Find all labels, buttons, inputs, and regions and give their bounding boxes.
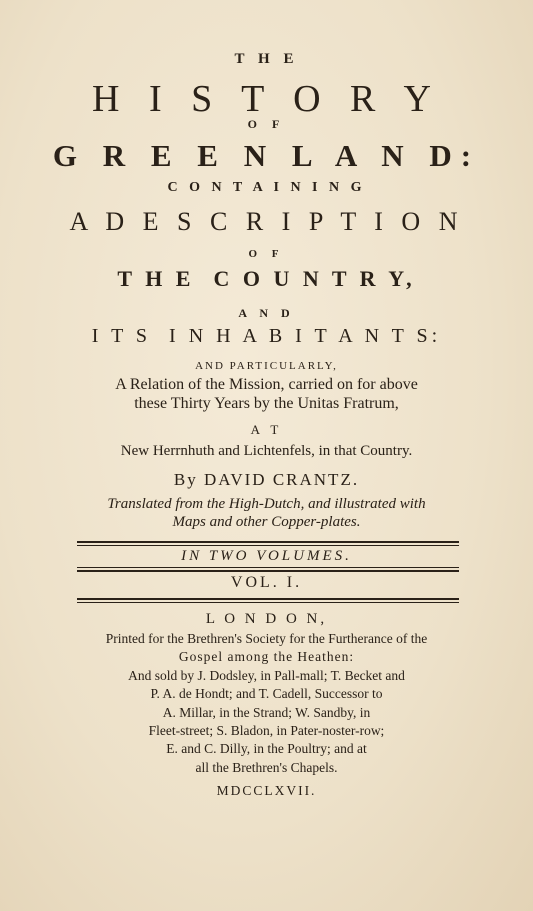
title-inhabitants: I T S I N H A B I T A N T S: bbox=[91, 325, 442, 347]
subtitle-author: By DAVID CRANTZ. bbox=[173, 470, 360, 489]
subtitle-relation-1: A Relation of the Mission, carried on for above bbox=[115, 376, 418, 393]
imprint-line: all the Brethren's Chapels. bbox=[195, 760, 338, 775]
divider-rule bbox=[77, 598, 459, 600]
imprint-line: P. A. de Hondt; and T. Cadell, Successor to bbox=[150, 686, 383, 701]
imprint-line: Printed for the Brethren's Society for the Furtherance of the bbox=[105, 631, 428, 646]
subtitle-translated-1: Translated from the High-Dutch, and illustrated with bbox=[107, 496, 426, 512]
title-of: O F bbox=[247, 117, 286, 131]
title-of-2: O F bbox=[248, 248, 285, 260]
imprint-line: Gospel among the Heathen: bbox=[178, 649, 355, 664]
title-greenland: G R E E N L A N D: bbox=[52, 138, 481, 173]
title-country: T H E C O U N T R Y, bbox=[117, 266, 416, 291]
subtitle-relation-2: these Thirty Years by the Unitas Fratrum, bbox=[134, 395, 399, 412]
volumes-heading: IN TWO VOLUMES. bbox=[181, 548, 352, 564]
title-the: T H E bbox=[234, 51, 299, 67]
subtitle-places: New Herrnhuth and Lichtenfels, in that Country. bbox=[120, 443, 413, 459]
imprint-line: A. Millar, in the Strand; W. Sandby, in bbox=[162, 705, 371, 720]
volume-number: VOL. I. bbox=[230, 574, 303, 591]
title-description: A D E S C R I P T I O N bbox=[69, 207, 464, 236]
imprint-line: Fleet-street; S. Bladon, in Pater-noster-row; bbox=[148, 723, 385, 738]
subtitle-translated-2: Maps and other Copper-plates. bbox=[172, 514, 361, 530]
imprint-line: And sold by J. Dodsley, in Pall-mall; T. Becket and bbox=[128, 668, 405, 683]
imprint-line: E. and C. Dilly, in the Poultry; and at bbox=[166, 741, 367, 756]
imprint-date: MDCCLXVII. bbox=[216, 783, 317, 798]
divider-rule bbox=[77, 602, 459, 603]
divider-rule bbox=[77, 567, 459, 568]
imprint-city: L O N D O N, bbox=[205, 611, 328, 627]
subtitle-at: A T bbox=[250, 422, 283, 437]
subtitle-particularly: AND PARTICULARLY, bbox=[195, 360, 338, 372]
divider-rule bbox=[77, 545, 459, 546]
title-and: A N D bbox=[238, 306, 295, 320]
title-containing: C O N T A I N I N G bbox=[167, 180, 366, 195]
divider-rule bbox=[77, 570, 459, 572]
title-history: H I S T O R Y bbox=[92, 78, 441, 120]
divider-rule bbox=[77, 541, 459, 543]
